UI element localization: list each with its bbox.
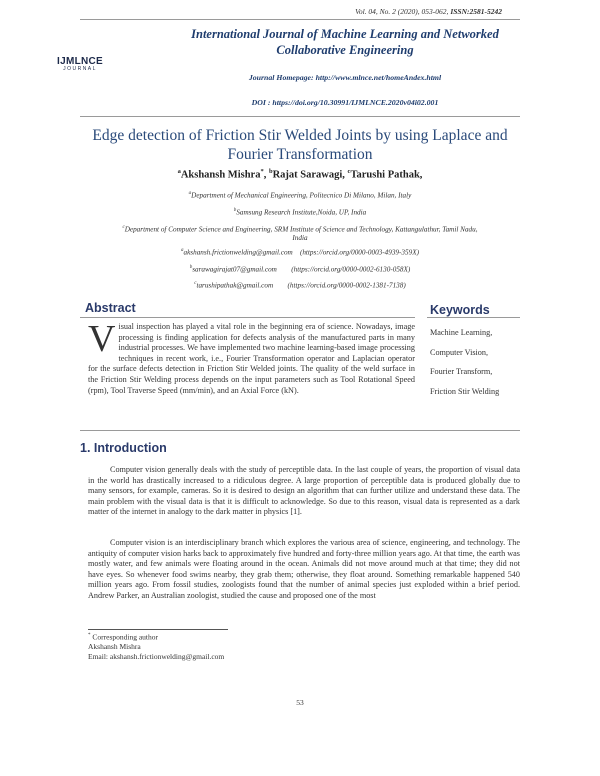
- orcid-link[interactable]: (https://orcid.org/0000-0003-4939-359X): [299, 248, 419, 257]
- author-email-line: [80, 265, 520, 273]
- affiliation-text: Samsung Research Institute,Noida, UP, India: [236, 208, 367, 217]
- affiliation-text: Department of Computer Science and Engineering, SRM Institute of Science and Technology, Kattangulathur, Tamil Nadu, India: [124, 225, 478, 243]
- affiliation: [80, 206, 520, 217]
- affiliation-text: Department of Mechanical Engineering, Politecnico Di Milano, Milan, Italy: [191, 191, 412, 200]
- author-email[interactable]: sarawagirajat07@gmail.com: [192, 265, 277, 274]
- footnote-email[interactable]: Email: akshansh.frictionwelding@gmail.com: [88, 651, 225, 661]
- journal-logo: [55, 56, 105, 72]
- abstract-body: [88, 318, 415, 396]
- author-email[interactable]: akshansh.frictionwelding@gmail.com: [183, 248, 293, 257]
- email-sup: c: [194, 281, 197, 286]
- title-divider: [80, 116, 520, 117]
- issn-text: ISSN:2581-5242: [450, 7, 502, 16]
- keyword-item: Computer Vision,: [430, 347, 489, 357]
- volume-info: [355, 7, 502, 16]
- affiliation: [120, 223, 480, 243]
- abstract-divider: [80, 317, 415, 318]
- header-divider: [80, 19, 520, 20]
- footnote-divider: [88, 629, 228, 630]
- intro-paragraph-1: [88, 465, 520, 518]
- orcid-link[interactable]: (https://orcid.org/0000-0002-6130-058X): [291, 265, 411, 274]
- email-sup: a: [181, 248, 184, 253]
- author-sup: a: [177, 168, 181, 175]
- author-email[interactable]: tarushipathak@gmail.com: [196, 281, 274, 290]
- affiliation-sup: c: [122, 225, 125, 230]
- abstract-bottom-divider: [80, 430, 520, 431]
- author-mark: *: [260, 168, 264, 175]
- logo-sub-text: JOURNAL: [63, 66, 97, 72]
- keyword-item: Fourier Transform,: [430, 367, 493, 376]
- footnote-label: Corresponding author: [92, 632, 158, 642]
- paper-title: Edge detection of Friction Stir Welded Joints by using Laplace and Fourier Transformation: [92, 127, 508, 163]
- page-number: 53: [296, 698, 304, 707]
- abstract-dropcap: V: [88, 318, 116, 360]
- author-name: Akshansh Mishra: [180, 169, 261, 181]
- abstract-text: isual inspection has played a vital role in the beginning era of science. Nowadays, image processing is finding application for defects analysis of the manufactured parts in many industrial processes. We have implemented two machine learning-based image processing techniques in recent work, i.e., Fourier Transformation operator and Laplacian operator for the surface defects detection in Friction Stir Welded joints. The quality of the weld surface in the Friction Stir Welding process depends on the input parameters such as Tool Rotational Speed (rpm), Tool Traverse Speed (mm/min), and an Axial Force (kN).: [88, 322, 415, 395]
- keywords-heading: Keywords: [430, 303, 490, 317]
- orcid-link[interactable]: (https://orcid.org/0000-0002-1381-7138): [287, 281, 406, 290]
- affiliation: [80, 189, 520, 200]
- author-email-line: [80, 248, 520, 256]
- logo-main-text: IJMLNCE: [57, 56, 103, 67]
- author-list: $^a$Akshansh Mishra*, $^b$Rajat Sarawagi, $^c$Tarushi Pathak,: [177, 168, 423, 181]
- doi-link[interactable]: DOI : https://doi.org/10.30991/IJMLNCE.2020v04i02.001: [251, 98, 439, 107]
- journal-title: International Journal of Machine Learning and Networked Collaborative Engineering: [191, 27, 499, 57]
- affiliation-sup: b: [233, 208, 237, 213]
- footnote-author: Akshansh Mishra: [88, 642, 141, 651]
- author-sup: c: [347, 168, 351, 175]
- abstract-heading: Abstract: [85, 301, 136, 315]
- footnote: [88, 631, 224, 661]
- keyword-item: Friction Stir Welding: [430, 386, 500, 396]
- introduction-heading: 1. Introduction: [80, 441, 167, 455]
- footnote-mark: *: [88, 633, 91, 638]
- author-name: Rajat Sarawagi: [272, 169, 343, 181]
- author-name: Tarushi Pathak,: [350, 169, 423, 181]
- paragraph-text: Computer vision generally deals with the study of perceptible data. In the last couple of years, the proportion of visual data in the world has drastically increased to a ridiculous degree. A large proportion of perceptible data is produced globally due to many sensors, for example, cameras. So it is desired to design an algorithm that can further utilize and understand these data. The main problem with the visual data is that it is difficult to acknowledge. So due to this reason, visual data is represented as a dark matter of the internet in analogy to the dark matter in physics [1].: [88, 465, 520, 517]
- author-sup: b: [268, 168, 273, 175]
- author-email-line: [80, 281, 520, 289]
- affiliation-sup: a: [188, 191, 192, 196]
- email-sup: b: [189, 265, 193, 270]
- keywords-list: [430, 323, 525, 401]
- journal-homepage-link[interactable]: Journal Homepage: http://www.mlnce.net/homeAndex.html: [248, 73, 442, 82]
- keyword-item: Machine Learning,: [430, 328, 493, 337]
- keywords-divider: [427, 317, 520, 318]
- intro-paragraph-2: [88, 538, 520, 602]
- paragraph-text: Computer vision is an interdisciplinary branch which explores the various area of science, engineering, and technology. The antiquity of computer vision harks back to approximately five hundred and forty-three million years ago. At that time, the earth was mostly water, and few animals were floating around in the ocean. Animals did not move around much at that time; they did not have eyes. So whenever food swims nearby, they grab them; otherwise, they float around. Something remarkable happened 540 million years ago. From fossil studies, zoologists found that the number of animal species just exploded within a brief period. Andrew Parker, an Australian zoologist, studied the cause and proposed one of the most: [88, 538, 520, 600]
- volume-text: Vol. 04, No. 2 (2020), 053-062,: [355, 7, 449, 16]
